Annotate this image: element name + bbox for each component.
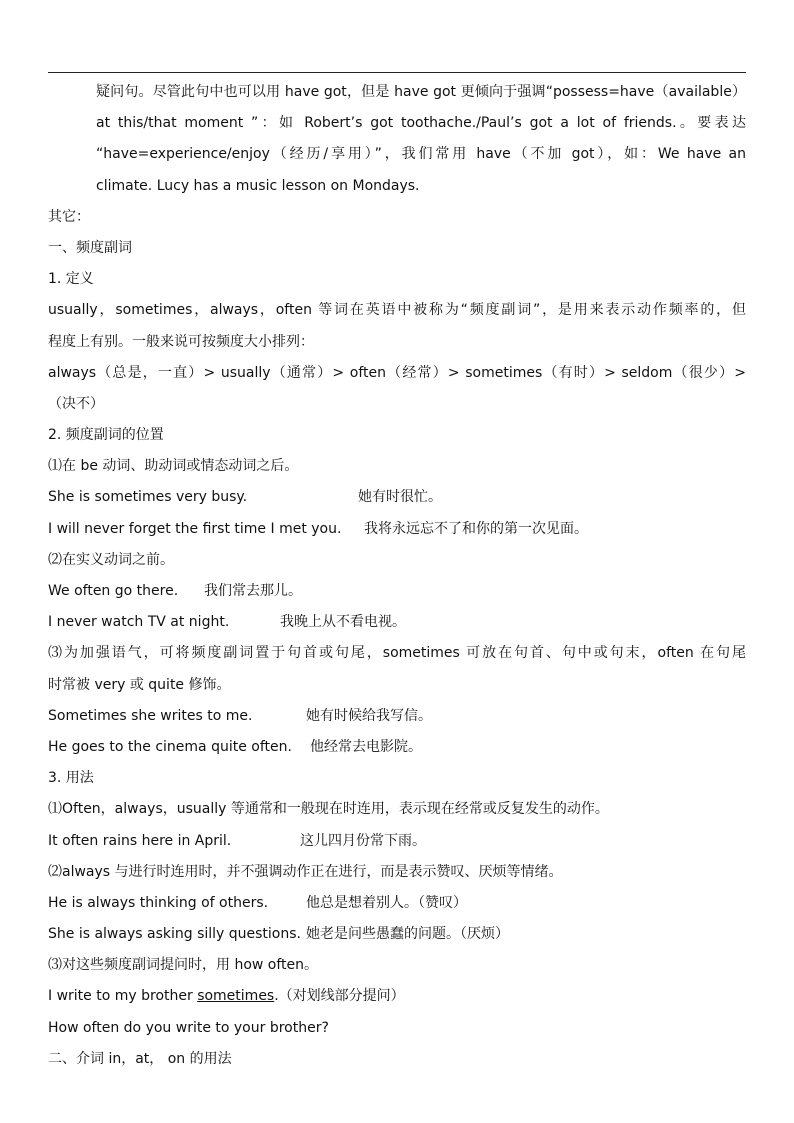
paragraph-line: 时常被 very 或 quite 修饰。	[48, 676, 231, 693]
document-body	[48, 77, 746, 1075]
example-chinese: 我将永远忘不了和你的第一次见面。	[364, 520, 588, 537]
example-english: She is always asking silly questions.	[48, 926, 301, 943]
example-chinese: 他经常去电影院。	[310, 738, 422, 755]
paragraph-line: climate. Lucy has a music lesson on Mondays.	[96, 177, 420, 194]
example-sentence	[48, 826, 746, 857]
example-note: .（对划线部分提问）	[274, 988, 405, 1005]
example-sentence	[48, 701, 746, 732]
example-sentence	[48, 607, 746, 638]
example-sentence: How often do you write to your brother?	[48, 1019, 329, 1036]
example-english: It often rains here in April.	[48, 832, 232, 849]
paragraph-line: “have=experience/enjoy（经历/享用）”，我们常用 have（不加 got），如：We have an	[96, 146, 746, 163]
example-text: I write to my brother	[48, 988, 198, 1005]
example-sentence	[48, 919, 746, 950]
example-sentence	[48, 981, 746, 1012]
example-chinese: 她有时很忙。	[358, 489, 442, 506]
paragraph-line: 疑问句。尽管此句中也可以用 have got，但是 have got 更倾向于强调“possess=have（available）	[96, 84, 746, 100]
example-chinese: 我们常去那儿。	[204, 583, 302, 599]
example-chinese: 她老是问些愚蠢的问题。（厌烦）	[306, 926, 509, 943]
example-english: We often go there.	[48, 583, 179, 599]
paragraph-line: （决不）	[48, 395, 104, 412]
section-heading: 二、介词 in，at， on 的用法	[48, 1050, 232, 1067]
underlined-word: sometimes	[197, 988, 275, 1005]
example-english: She is sometimes very busy.	[48, 489, 248, 506]
example-english: I will never forget the first time I met you.	[48, 520, 342, 537]
example-english: He goes to the cinema quite often.	[48, 738, 292, 755]
rule-item: ⑶对这些频度副词提问时，用 how often。	[48, 957, 319, 974]
example-sentence	[48, 576, 746, 607]
example-sentence	[48, 514, 746, 545]
example-chinese: 她有时候给我写信。	[306, 707, 432, 724]
example-sentence	[48, 482, 746, 513]
example-chinese: 这儿四月份常下雨。	[300, 832, 426, 849]
rule-item: ⑴Often，always，usually 等通常和一般现在时连用，表示现在经常或反复发生的动作。	[48, 801, 609, 818]
example-sentence	[48, 888, 746, 919]
subsection-heading: 1. 定义	[48, 271, 94, 288]
subsection-heading: 2. 频度副词的位置	[48, 427, 164, 444]
header-rule	[48, 72, 746, 73]
paragraph-line: always（总是，一直）> usually（通常）> often（经常）> sometimes（有时）> seldom（很少）>	[48, 364, 746, 381]
rule-item: ⑴在 be 动词、助动词或情态动词之后。	[48, 458, 299, 475]
example-english: He is always thinking of others.	[48, 894, 269, 911]
section-label: 其它：	[48, 208, 90, 225]
paragraph-line: 程度上有别。一般来说可按频度大小排列：	[48, 333, 314, 350]
example-sentence	[48, 732, 746, 763]
paragraph-line: at this/that moment ”：如 Robert’s got toothache./Paul’s got a lot of friends.。要表达	[96, 115, 746, 132]
subsection-heading: 3. 用法	[48, 770, 94, 787]
rule-item: ⑵在实义动词之前。	[48, 551, 174, 568]
example-english: Sometimes she writes to me.	[48, 707, 253, 724]
example-chinese: 他总是想着别人。（赞叹）	[306, 894, 467, 911]
example-english: I never watch TV at night.	[48, 614, 230, 631]
section-heading: 一、频度副词	[48, 239, 132, 256]
rule-item: ⑶为加强语气，可将频度副词置于句首或句尾，sometimes 可放在句首、句中或句末，often 在句尾	[48, 645, 746, 662]
example-chinese: 我晚上从不看电视。	[280, 614, 406, 631]
paragraph-line: usually，sometimes，always，often 等词在英语中被称为“频度副词”，是用来表示动作频率的，但	[48, 302, 746, 319]
rule-item: ⑵always 与进行时连用时，并不强调动作正在进行，而是表示赞叹、厌烦等情绪。	[48, 863, 563, 880]
